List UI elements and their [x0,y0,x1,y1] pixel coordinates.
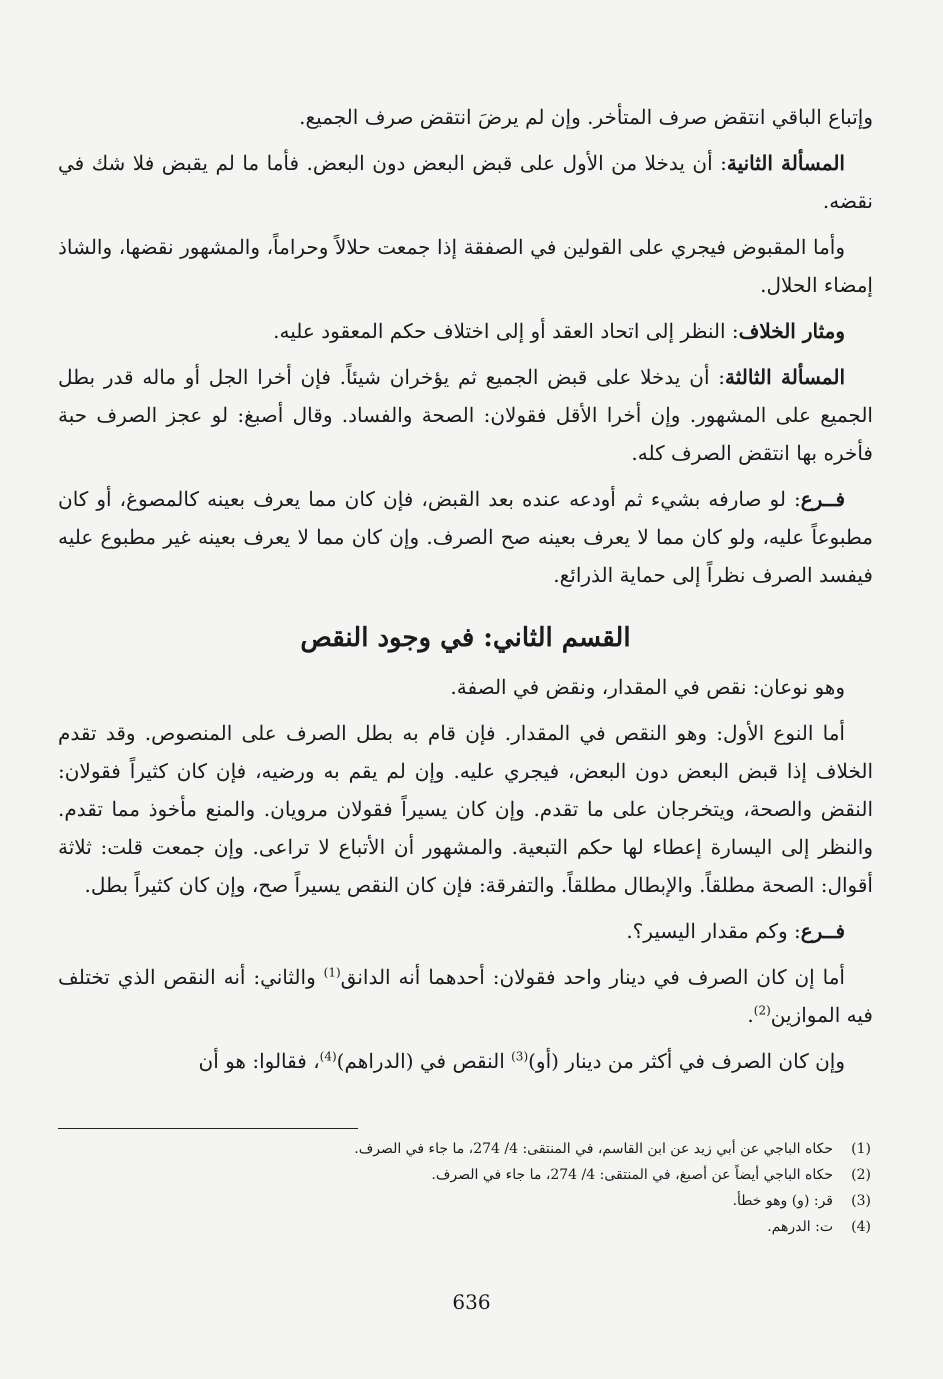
paragraph: المسألة الثانية: أن يدخلا من الأول على قبض البعض دون البعض. فأما ما لم يقبض فلا شك في نقضه. [58,151,873,213]
footnote [58,1188,871,1214]
footnote-ref[interactable]: (1) [323,965,341,980]
footnote-text: ت: الدرهم. [767,1219,833,1235]
footnote-text: حكاه الباجي أيضاً عن أصبغ، في المنتقى: 4/ 274، ما جاء في الصرف. [431,1167,833,1183]
footnote-ref[interactable]: (3) [511,1049,529,1064]
footnote-number: (2) [851,1167,871,1183]
lead-term: ومثار الخلاف [738,319,845,343]
paragraph: فــرع: لو صارفه بشيء ثم أودعه عنده بعد القبض، فإن كان مما يعرف بعينه كالمصوغ، أو كان مطبوعاً عليه، ولو كان مما لا يعرف بعينه صح الصرف. وإن كان مما لا يعرف بعينه غير مطبوع عليه فيفسد الصرف نظراً إلى حماية الذرائع. [58,487,873,587]
paragraph: ومثار الخلاف: النظر إلى اتحاد العقد أو إلى اختلاف حكم المعقود عليه. [273,319,845,343]
footnote-number: (3) [851,1193,871,1209]
page-number: 636 [452,1290,491,1314]
lead-term: فــرع [800,487,845,511]
paragraph: فــرع: وكم مقدار اليسير؟. [626,919,845,943]
lead-term: المسألة الثالثة [725,365,846,389]
paragraph: وهو نوعان: نقص في المقدار، ونقض في الصفة. [450,675,845,699]
lead-term: المسألة الثانية [726,151,845,175]
lead-term: فــرع [800,919,845,943]
paragraph: أما النوع الأول: وهو النقص في المقدار. فإن قام به بطل الصرف على المنصوص. وقد تقدم الخلاف إذا قبض البعض دون البعض، فيجري عليه. وإن لم يقم به ورضيه، فإن كان كثيراً فقولان: النقض والصحة، ويتخرجان على ما تقدم. وإن كان يسيراً فقولان مرويان. والمنع مأخوذ مما تقدم. والنظر إلى اليسارة إعطاء لها حكم التبعية. والمشهور أن الأتباع لا تراعى. وإن جمعت قلت: ثلاثة أقوال: الصحة مطلقاً. والإبطال مطلقاً. والتفرقة: فإن كان النقص يسيراً صح، وإن كان كثيراً بطل. [58,721,873,897]
page-body [58,98,873,1088]
footnote-ref[interactable]: (4) [319,1049,337,1064]
footnote-divider [58,1128,358,1129]
footnote-number: (4) [851,1219,871,1235]
paragraph-with-footnotes: أما إن كان الصرف في دينار واحد فقولان: أحدهما أنه الدانق$^{(1)}$ والثاني: أنه النقص الذي تختلف فيه الموازين$^{(2)}$. [58,965,873,1027]
footnote-text: حكاه الباجي عن أبي زيد عن ابن القاسم، في المنتقى: 4/ 274، ما جاء في الصرف. [354,1141,833,1157]
paragraph: وإتباع الباقي انتقض صرف المتأخر. وإن لم يرضَ انتقض صرف الجميع. [299,105,873,129]
footnote [58,1136,871,1162]
section-heading: القسم الثاني: في وجود النقص [300,623,631,653]
footnote-ref[interactable]: (2) [753,1003,771,1018]
footnotes [58,1136,871,1240]
paragraph: وأما المقبوض فيجري على القولين في الصفقة إذا جمعت حلالاً وحراماً، والمشهور نقضها، والشاذ إمضاء الحلال. [58,235,873,297]
footnote-number: (1) [851,1141,871,1157]
footnote [58,1214,871,1240]
footnote [58,1162,871,1188]
paragraph: المسألة الثالثة: أن يدخلا على قبض الجميع ثم يؤخران شيئاً. فإن أخرا الجل أو ماله قدر بطل الجميع على المشهور. وإن أخرا الأقل فقولان: الصحة والفساد. وقال أصبغ: لو عجز الصرف حبة فأخره بها انتقض الصرف كله. [58,365,873,465]
footnote-text: قر: (و) وهو خطأ. [732,1193,833,1209]
paragraph-with-footnotes: وإن كان الصرف في أكثر من دينار (أو)$^{(3)}$ النقص في (الدراهم)$^{(4)}$، فقالوا: هو أن [198,1049,845,1073]
